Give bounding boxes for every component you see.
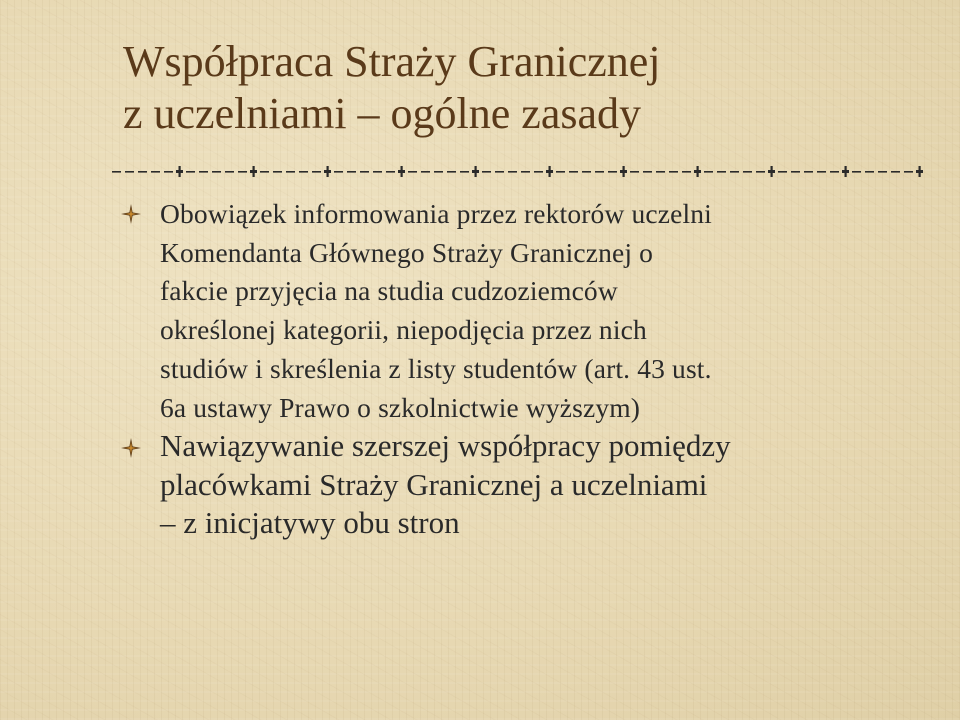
divider-dash (138, 171, 147, 173)
divider-sparkle (546, 166, 553, 177)
divider-dash (360, 171, 369, 173)
divider-dash (286, 171, 295, 173)
divider-dash (434, 171, 443, 173)
divider-sparkle (768, 166, 775, 177)
divider-dash (852, 171, 861, 173)
divider-dash (347, 171, 356, 173)
divider-dash (582, 171, 591, 173)
divider-sparkle (250, 166, 257, 177)
divider-dash (225, 171, 234, 173)
divider-dash (717, 171, 726, 173)
divider-dash (299, 171, 308, 173)
divider-dash (312, 171, 321, 173)
divider-dash (556, 171, 565, 173)
divider-dash (164, 171, 173, 173)
divider-dash (817, 171, 826, 173)
divider-sparkle (176, 166, 183, 177)
divider-dash (508, 171, 517, 173)
bullet-2-line-3: – z inicjatywy obu stron (160, 505, 460, 541)
divider-dash (151, 171, 160, 173)
divider-dash (904, 171, 913, 173)
divider-sparkle (398, 166, 405, 177)
bullet-2-line-1: Nawiązywanie szerszej współpracy pomiędzy (160, 428, 731, 464)
slide-body (120, 195, 920, 543)
divider-sparkle (620, 166, 627, 177)
divider-dash (495, 171, 504, 173)
divider-dash (334, 171, 343, 173)
divider-dash (630, 171, 639, 173)
divider-dash (482, 171, 491, 173)
divider-dash (260, 171, 269, 173)
divider-dash (608, 171, 617, 173)
divider-dash (186, 171, 195, 173)
divider-dash (878, 171, 887, 173)
divider-dash (199, 171, 208, 173)
star-bullet-icon (120, 203, 142, 225)
divider-dash (682, 171, 691, 173)
divider-sparkle (324, 166, 331, 177)
star-bullet-icon (120, 437, 142, 459)
divider-dash (112, 171, 121, 173)
divider-dash (743, 171, 752, 173)
bullet-item-2 (120, 427, 920, 543)
divider-dash (778, 171, 787, 173)
divider-dash (408, 171, 417, 173)
divider-sparkle (842, 166, 849, 177)
divider-sparkle (694, 166, 701, 177)
divider-dash (447, 171, 456, 173)
bullet-1-line-3: fakcie przyjęcia na studia cudzoziemców (160, 275, 618, 307)
divider-dash (273, 171, 282, 173)
title-line-1: Współpraca Straży Granicznej (123, 37, 661, 86)
divider-dash (521, 171, 530, 173)
divider-dash (891, 171, 900, 173)
divider-dash (386, 171, 395, 173)
bullet-text-2 (160, 427, 920, 543)
bullet-1-line-5: studiów i skreślenia z listy studentów (art. 43 ust. (160, 352, 712, 384)
divider-dash (212, 171, 221, 173)
decorative-divider (112, 163, 932, 177)
bullet-1-line-2: Komendanta Głównego Straży Granicznej o (160, 236, 654, 268)
bullet-1-line-1: Obowiązek informowania przez rektorów uczelni (160, 198, 712, 229)
divider-dash (669, 171, 678, 173)
bullet-item-1 (120, 195, 920, 427)
divider-dash (730, 171, 739, 173)
bullet-2-line-2: placówkami Straży Granicznej a uczelniami (160, 466, 708, 502)
divider-dash (791, 171, 800, 173)
divider-dash (704, 171, 713, 173)
divider-dash (373, 171, 382, 173)
divider-dash (125, 171, 134, 173)
divider-dash (804, 171, 813, 173)
bullet-text-1 (160, 195, 920, 427)
divider-dash (656, 171, 665, 173)
divider-dash (460, 171, 469, 173)
slide-title (123, 36, 933, 140)
divider-dash (756, 171, 765, 173)
divider-dash (595, 171, 604, 173)
divider-dash (643, 171, 652, 173)
divider-sparkle (916, 166, 923, 177)
divider-dash (238, 171, 247, 173)
divider-sparkle (472, 166, 479, 177)
divider-dash (865, 171, 874, 173)
divider-dash (830, 171, 839, 173)
divider-dash (421, 171, 430, 173)
divider-dash (534, 171, 543, 173)
divider-dash (569, 171, 578, 173)
title-line-2: z uczelniami – ogólne zasady (123, 89, 642, 138)
bullet-1-line-6: 6a ustawy Prawo o szkolnictwie wyższym) (160, 391, 641, 423)
bullet-1-line-4: określonej kategorii, niepodjęcia przez nich (160, 314, 647, 346)
